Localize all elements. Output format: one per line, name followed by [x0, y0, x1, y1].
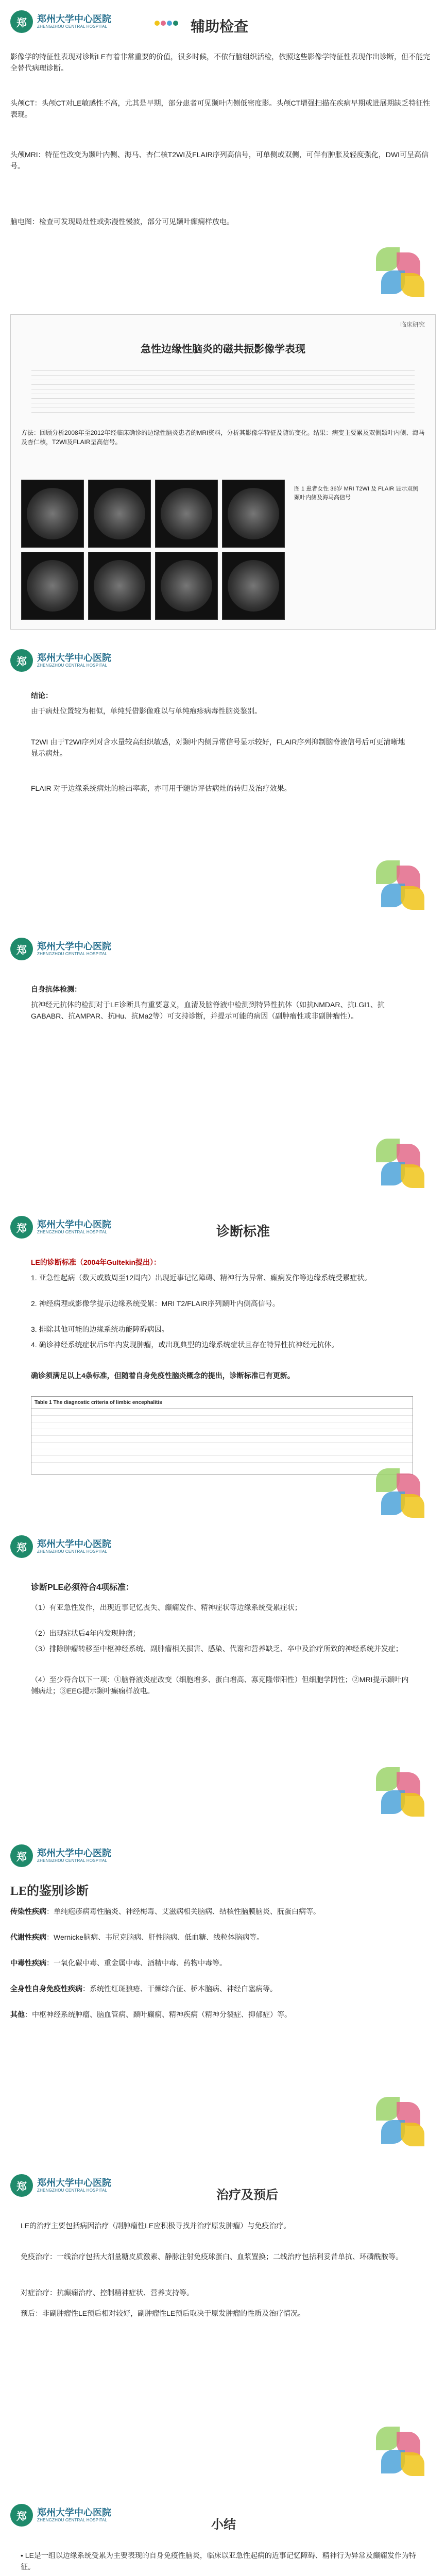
diff-text: 单纯疱疹病毒性脑炎、神经梅毒、艾滋病相关脑病、结核性脑膜脑炎、朊蛋白病等。: [54, 1907, 320, 1916]
mri-scan-image: [155, 480, 218, 548]
treatment-3: 对症治疗：抗癫痫治疗、控制精神症状、营养支持等。: [21, 2289, 194, 2297]
table-body: [31, 1409, 413, 1466]
diff-row-1: 传染性疾病：单纯疱疹病毒性脑炎、神经梅毒、艾滋病相关脑病、结核性脑膜脑炎、朊蛋白病等。: [10, 1907, 320, 1916]
hospital-name: 郑州大学中心医院: [37, 2177, 111, 2188]
ple-item-1: （1）有亚急性发作，出现近事记忆丧失、癫痫发作、精神症状等边缘系统受累症状；: [31, 1603, 302, 1612]
slide-title: 小结: [211, 2518, 236, 2532]
criterion-4: 4. 确诊神经系统症状后5年内发现肿瘤，或出现典型的边缘系统症状且存在特异性抗神经元抗体。: [31, 1341, 339, 1349]
decor-flower: [371, 1133, 433, 1195]
diff-label: 中毒性疾病: [10, 1959, 46, 1967]
slide-auxiliary-exams: [0, 0, 445, 309]
mri-scan-image: [155, 552, 218, 620]
slide-title: LE的鉴别诊断: [10, 1885, 89, 1898]
treatment-1: LE的治疗主要包括病因治疗（副肿瘤性LE应积极寻找并治疗原发肿瘤）与免疫治疗。: [21, 2222, 291, 2230]
decor-flower: [371, 1762, 433, 1824]
mri-scan-image: [21, 480, 84, 548]
hospital-name: 郑州大学中心医院: [37, 941, 111, 952]
hospital-emblem-icon: 郑: [10, 649, 33, 672]
diff-text: 系统性红斑狼疮、干燥综合征、桥本脑病、神经白塞病等。: [90, 1985, 277, 1993]
ple-criteria-title: 诊断PLE必须符合4项标准：: [31, 1583, 134, 1592]
hospital-logo: [10, 1844, 111, 1867]
hospital-logo: [10, 10, 111, 33]
decor-flower: [371, 242, 433, 304]
hospital-logo: [10, 649, 111, 672]
ple-item-4: （4）至少符合以下一项：①脑脊液炎症改变（细胞增多、蛋白增高、寡克隆带阳性）但细胞学阴性；②MRI提示颞叶内侧病灶；③EEG提示颞叶癫痫样放电。: [31, 1675, 409, 1695]
slide-differential-diagnosis: [0, 1834, 445, 2164]
hospital-logo: [10, 1216, 111, 1239]
hospital-name: 郑州大学中心医院: [37, 652, 111, 663]
summary-item-1: • LE是一组以边缘系统受累为主要表现的自身免疫性脑炎，临床以亚急性起病的近事记忆障碍、精神行为异常及癫痫发作为特征。: [21, 2551, 416, 2571]
diff-label: 传染性疾病: [10, 1907, 46, 1916]
mri-scan-image: [88, 480, 151, 548]
mri-scan-image: [222, 480, 285, 548]
ple-item-2: （2）出现症状后4年内发现肿瘤；: [31, 1629, 140, 1637]
hospital-emblem-icon: 郑: [10, 1844, 33, 1867]
diff-text: Wernicke脑病、韦尼克脑病、肝性脑病、低血糖、线粒体脑病等。: [54, 1933, 264, 1941]
hospital-logo: [10, 938, 111, 960]
mri-scan-image: [21, 552, 84, 620]
section-heading: 结论：: [31, 691, 53, 700]
conclusion-1: 由于病灶位置较为相似，单纯凭借影像难以与单纯疱疹病毒性脑炎鉴别。: [31, 707, 262, 715]
hospital-name: 郑州大学中心医院: [37, 13, 111, 24]
diff-label: 全身性自身免疫性疾病: [10, 1985, 82, 1993]
treatment-2: 免疫治疗：一线治疗包括大剂量糖皮质激素、静脉注射免疫球蛋白、血浆置换；二线治疗包括利妥昔单抗、环磷酰胺等。: [21, 2252, 403, 2261]
paper-title: 急性边缘性脑炎的磁共振影像学表现: [141, 344, 305, 355]
intro-text: 影像学的特征性表现对诊断LE有着非常重要的价值，很多时候，不依行脑组织活检，依照这些影像学特征性表现作出诊断，但不能完全替代病理诊断。: [10, 53, 431, 72]
hospital-name: 郑州大学中心医院: [37, 1848, 111, 1858]
slide-diagnostic-criteria: [0, 1206, 445, 1525]
paper-body: 方法：回顾分析2008年至2012年经临床确诊的边缘性脑炎患者的MRI资料，分析其影像学特征及随访变化。结果：病变主要累及双侧颞叶内侧、海马及杏仁核，T2WI及FLAIR呈高信号。: [21, 429, 425, 446]
hospital-emblem-icon: 郑: [10, 938, 33, 960]
hospital-logo: [10, 2174, 111, 2197]
criterion-2: 2. 神经病理或影像学提示边缘系统受累：MRI T2/FLAIR序列颞叶内侧高信号。: [31, 1299, 280, 1308]
hospital-name-en: ZHENGZHOU CENTRAL HOSPITAL: [37, 663, 108, 668]
hospital-name: 郑州大学中心医院: [37, 1538, 111, 1549]
hospital-emblem-icon: 郑: [10, 2174, 33, 2197]
slide-treatment: [0, 2164, 445, 2494]
criteria-title: LE的诊断标准（2004年Gultekin提出）：: [31, 1258, 161, 1266]
ct-text: 头颅CT：头颅CT对LE敏感性不高，尤其是早期，部分患者可见颞叶内侧低密度影。头颅CT增强扫描在疾病早期或进展期缺乏特征性表现。: [10, 99, 431, 118]
decor-dots: [155, 21, 178, 26]
conclusion-2: T2WI 由于T2WI序列对含水量较高组织敏感，对颞叶内侧异常信号显示较好，FLAIR序列抑制脑脊液信号后可更清晰地显示病灶。: [31, 738, 405, 757]
criteria-note: 确诊须满足以上4条标准，但随着自身免疫性脑炎概念的提出，诊断标准已有更新。: [31, 1371, 295, 1380]
hospital-name-en: ZHENGZHOU CENTRAL HOSPITAL: [37, 1858, 108, 1863]
hospital-name-en: ZHENGZHOU CENTRAL HOSPITAL: [37, 952, 108, 957]
decor-flower: [371, 2092, 433, 2154]
table-caption: Table 1 The diagnostic criteria of limbic encephalitis: [31, 1397, 413, 1409]
paper-header: 临床研究: [400, 321, 425, 328]
diff-text: 中枢神经系统肿瘤、脑血管病、颞叶癫痫、精神疾病（精神分裂症、抑郁症）等。: [32, 2010, 292, 2019]
ple-item-3: （3）排除肿瘤转移至中枢神经系统、副肿瘤相关损害、感染、代谢和营养缺乏、卒中及治疗所致的神经系统并发症；: [31, 1645, 403, 1653]
hospital-emblem-icon: 郑: [10, 1216, 33, 1239]
summary-text: LE是一组以边缘系统受累为主要表现的自身免疫性脑炎，临床以亚急性起病的近事记忆障碍、精神行为异常及癫痫发作为特征。: [21, 2551, 416, 2571]
slide-summary: [0, 2494, 445, 2576]
slide-title: 诊断标准: [216, 1224, 270, 1239]
hospital-name-en: ZHENGZHOU CENTRAL HOSPITAL: [37, 24, 108, 29]
hospital-emblem-icon: 郑: [10, 1535, 33, 1558]
decor-flower: [371, 855, 433, 917]
mri-scan-image: [88, 552, 151, 620]
mri-scan-image: [222, 552, 285, 620]
paper-abstract: [31, 366, 415, 413]
decor-flower: [371, 1463, 433, 1525]
slide-title: 辅助检查: [191, 19, 249, 35]
hospital-logo: [10, 1535, 111, 1558]
antibody-text: 抗神经元抗体的检测对于LE诊断具有重要意义，血清及脑脊液中检测到特异性抗体（如抗NMDAR、抗LGI1、抗GABABR、抗AMPAR、抗Hu、抗Ma2等）可支持诊断，并提示可能的病因（副肿瘤性或非副肿瘤性）。: [31, 1001, 385, 1020]
criteria-table: [31, 1396, 413, 1475]
slide-conclusions: [0, 639, 445, 927]
hospital-name-en: ZHENGZHOU CENTRAL HOSPITAL: [37, 2518, 108, 2523]
slide-ple-criteria: [0, 1525, 445, 1834]
diff-row-4: 全身性自身免疫性疾病：系统性红斑狼疮、干燥综合征、桥本脑病、神经白塞病等。: [10, 1985, 277, 1993]
diff-text: 一氧化碳中毒、重金属中毒、酒精中毒、药物中毒等。: [54, 1959, 227, 1967]
decor-flower: [371, 2421, 433, 2483]
mri-text: 头颅MRI：特征性改变为颞叶内侧、海马、杏仁核T2WI及FLAIR序列高信号，可单侧或双侧，可伴有肿胀及轻度强化，DWI可呈高信号。: [10, 150, 429, 170]
hospital-logo: [10, 2504, 111, 2527]
hospital-name: 郑州大学中心医院: [37, 2507, 111, 2518]
paper-page: [10, 314, 436, 630]
hospital-name-en: ZHENGZHOU CENTRAL HOSPITAL: [37, 1549, 108, 1554]
figure-caption: 图 1 患者女性 36岁 MRI T2WI 及 FLAIR 显示双侧颞叶内侧及海马高信号: [294, 486, 419, 501]
hospital-name: 郑州大学中心医院: [37, 1219, 111, 1230]
diff-row-5: 其他：中枢神经系统肿瘤、脑血管病、颞叶癫痫、精神疾病（精神分裂症、抑郁症）等。: [10, 2010, 292, 2019]
criterion-3: 3. 排除其他可能的边缘系统功能障碍病因。: [31, 1325, 169, 1333]
slide-paper: [0, 309, 445, 639]
eeg-text: 脑电图：检查可发现局灶性或弥漫性慢波，部分可见颞叶癫痫样放电。: [10, 217, 234, 226]
treatment-4: 预后：非副肿瘤性LE预后相对较好，副肿瘤性LE预后取决于原发肿瘤的性质及治疗情况。: [21, 2309, 305, 2317]
hospital-name-en: ZHENGZHOU CENTRAL HOSPITAL: [37, 1230, 108, 1235]
diff-label: 代谢性疾病: [10, 1933, 46, 1941]
hospital-emblem-icon: 郑: [10, 10, 33, 33]
criterion-1: 1. 亚急性起病（数天或数周至12周内）出现近事记忆障碍、精神行为异常、癫痫发作等边缘系统受累症状。: [31, 1274, 372, 1282]
slide-antibody-tests: [0, 927, 445, 1206]
diff-label: 其他: [10, 2010, 25, 2019]
diff-row-3: 中毒性疾病：一氧化碳中毒、重金属中毒、酒精中毒、药物中毒等。: [10, 1959, 227, 1967]
hospital-name-en: ZHENGZHOU CENTRAL HOSPITAL: [37, 2188, 108, 2193]
hospital-emblem-icon: 郑: [10, 2504, 33, 2527]
section-heading: 自身抗体检测：: [31, 985, 81, 993]
conclusion-3: FLAIR 对于边缘系统病灶的检出率高，亦可用于随访评估病灶的转归及治疗效果。: [31, 784, 292, 792]
diff-row-2: 代谢性疾病：Wernicke脑病、韦尼克脑病、肝性脑病、低血糖、线粒体脑病等。: [10, 1933, 264, 1941]
slide-title: 治疗及预后: [216, 2189, 278, 2202]
